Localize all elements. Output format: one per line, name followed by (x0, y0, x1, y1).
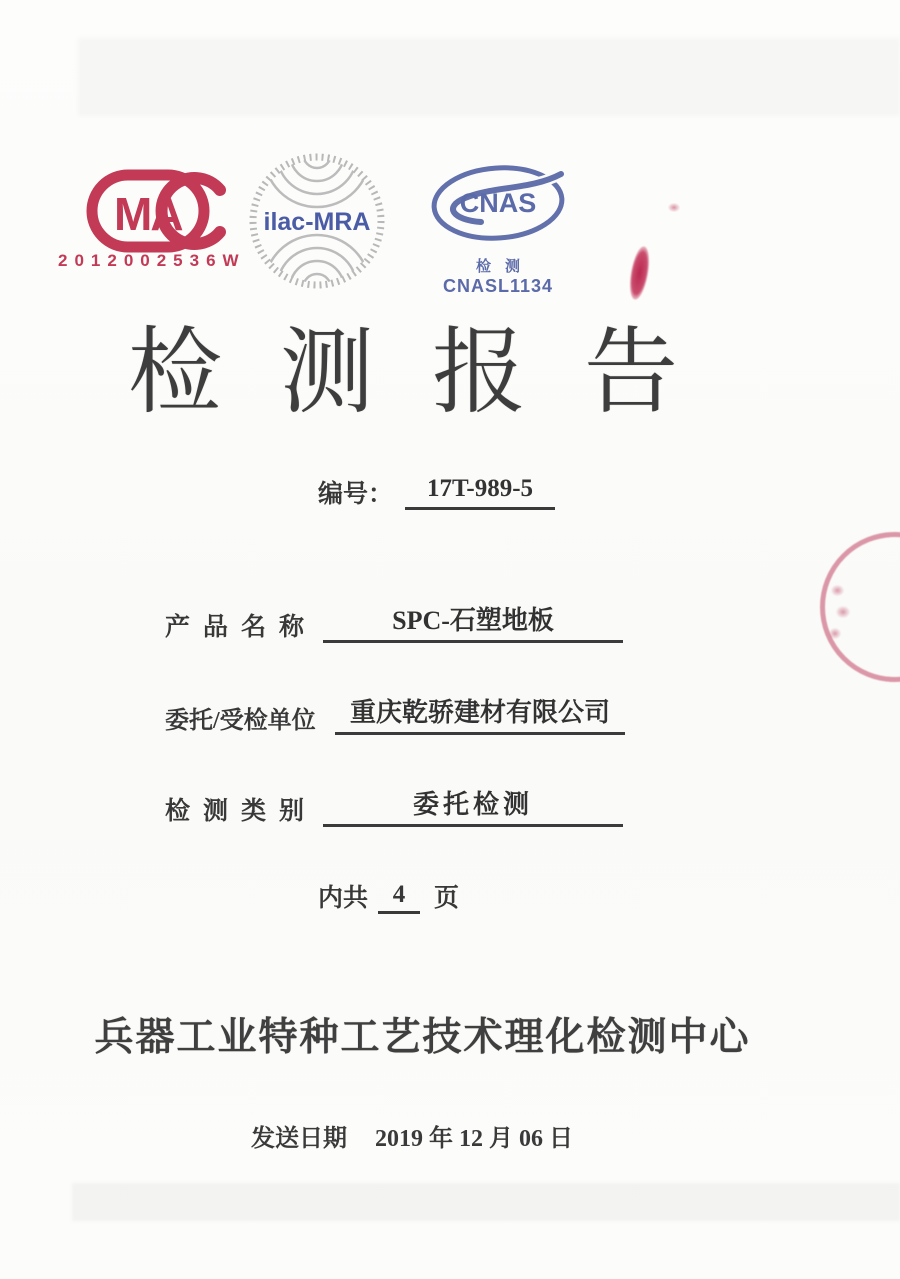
page-count-suffix: 页 (434, 885, 460, 912)
ilac-mra-stamp-icon (246, 150, 388, 292)
paper-shadow-bottom (72, 1183, 900, 1221)
test-type-value: 委托检测 (323, 784, 623, 827)
cnas-logo-icon (427, 160, 569, 248)
cnas-caption: 检测 (475, 259, 534, 275)
cma-certificate-number: 2012002536W (58, 251, 246, 270)
client-value: 重庆乾骄建材有限公司 (335, 692, 625, 735)
send-date-row (0, 1118, 824, 1153)
field-row-test-type (165, 784, 625, 827)
send-date-value: 2019 年 12 月 06 日 (375, 1126, 573, 1152)
client-label: 委托/受检单位 (165, 708, 316, 734)
product-name-value: SPC-石塑地板 (323, 600, 623, 643)
page-count-value: 4 (378, 881, 420, 914)
ilac-mra-label: ilac-MRA (263, 208, 371, 236)
stamp-text-trace (829, 628, 841, 639)
product-name-label: 产品名称 (165, 614, 318, 641)
cnas-mark (424, 160, 572, 297)
report-number-label: 编号： (318, 481, 394, 508)
cnas-letters: CNAS (459, 188, 537, 218)
cma-logo-icon (86, 168, 234, 254)
paper-shadow-top (78, 38, 900, 116)
report-number-value: 17T-989-5 (405, 475, 555, 510)
report-number-row (318, 474, 555, 510)
red-ink-smudge (626, 245, 652, 301)
field-row-product-name (165, 600, 625, 643)
report-title: 检测报告 (128, 321, 737, 425)
cma-ma-letters: MA (114, 188, 182, 240)
partial-red-stamp-icon (820, 532, 900, 682)
test-type-label: 检测类别 (165, 798, 318, 825)
stamp-text-trace (831, 585, 844, 596)
send-date-label: 发送日期 (251, 1126, 347, 1152)
cnas-code: CNASL1134 (442, 276, 554, 296)
field-row-client (165, 692, 625, 735)
stamp-text-trace (836, 606, 850, 618)
page-count-row (318, 878, 459, 914)
page-count-prefix: 内共 (318, 885, 369, 912)
testing-organization-name: 兵器工业特种工艺技术理化检测中心 (94, 1016, 751, 1059)
red-ink-speck (668, 203, 680, 212)
